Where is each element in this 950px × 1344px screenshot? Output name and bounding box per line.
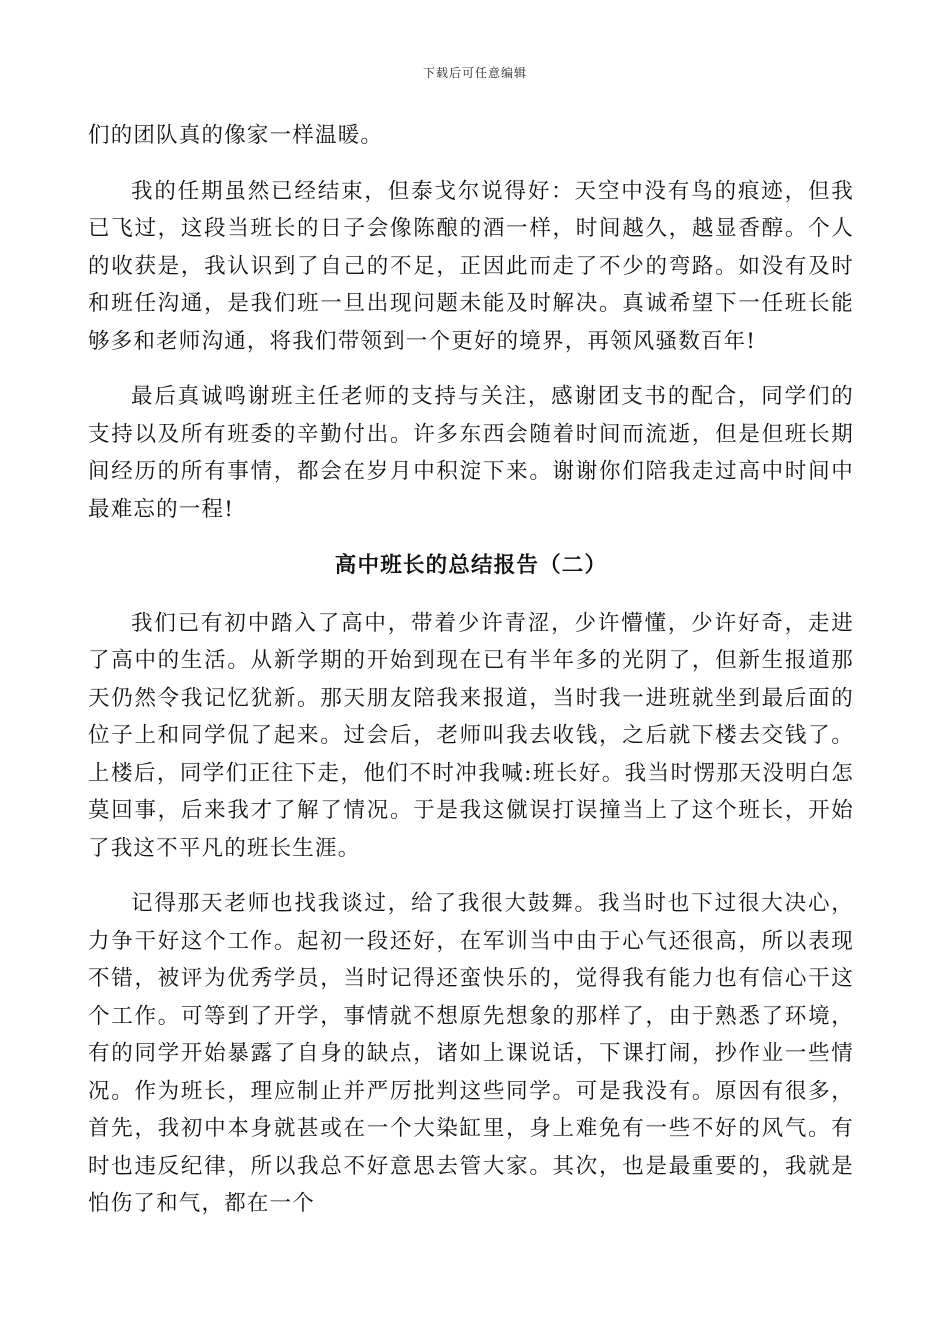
document-body (88, 117, 854, 1223)
paragraph-term-end: 我的任期虽然已经结束，但泰戈尔说得好：天空中没有鸟的痕迹，但我已飞过，这段当班长的日子会像陈酿的酒一样，时间越久，越显香醇。个人的收获是，我认识到了自己的不足，正因此而走了不少的弯路。如没有及时和班任沟通，是我们班一旦出现问题未能及时解决。真诚希望下一任班长能够多和老师沟通，将我们带领到一个更好的境界，再领风骚数百年! (88, 178, 854, 354)
section-title: 高中班长的总结报告（二） (334, 553, 608, 578)
page-header: 下载后可任意编辑 (422, 66, 527, 80)
paragraph-thanks: 最后真诚鸣谢班主任老师的支持与关注，感谢团支书的配合，同学们的支持以及所有班委的辛勤付出。许多东西会随着时间而流逝，但是但班长期间经历的所有事情，都会在岁月中积淀下来。谢谢你们陪我走过高中时间中最难忘的一程! (88, 384, 854, 522)
paragraph-teacher-talk: 记得那天老师也找我谈过，给了我很大鼓舞。我当时也下过很大决心，力争干好这个工作。起初一段还好，在军训当中由于心气还很高，所以表现不错，被评为优秀学员，当时记得还蛮快乐的，觉得我有能力也有信心干这个工作。可等到了开学，事情就不想原先想象的那样了，由于熟悉了环境，有的同学开始暴露了自身的缺点，诸如上课说话，下课打闹，抄作业一些情况。作为班长，理应制止并严厉批判这些同学。可是我没有。原因有很多，首先，我初中本身就甚或在一个大染缸里，身上难免有一些不好的风气。有时也违反纪律，所以我总不好意思去管大家。其次，也是最重要的，我就是怕伤了和气，都在一个 (88, 891, 854, 1216)
paragraph-continuation: 们的团队真的像家一样温暖。 (88, 123, 384, 148)
paragraph-entering-high-school: 我们已有初中踏入了高中，带着少许青涩，少许懵懂，少许好奇，走进了高中的生活。从新学期的开始到现在已有半年多的光阴了，但新生报道那天仍然令我记忆犹新。那天朋友陪我来报道，当时我一进班就坐到最后面的位子上和同学侃了起来。过会后，老师叫我去收钱，之后就下楼去交钱了。上楼后，同学们正往下走，他们不时冲我喊:班长好。我当时愣那天没明白怎莫回事，后来我才了解了情况。于是我这僦误打误撞当上了这个班长，开始了我这不平凡的班长生涯。 (88, 610, 854, 861)
